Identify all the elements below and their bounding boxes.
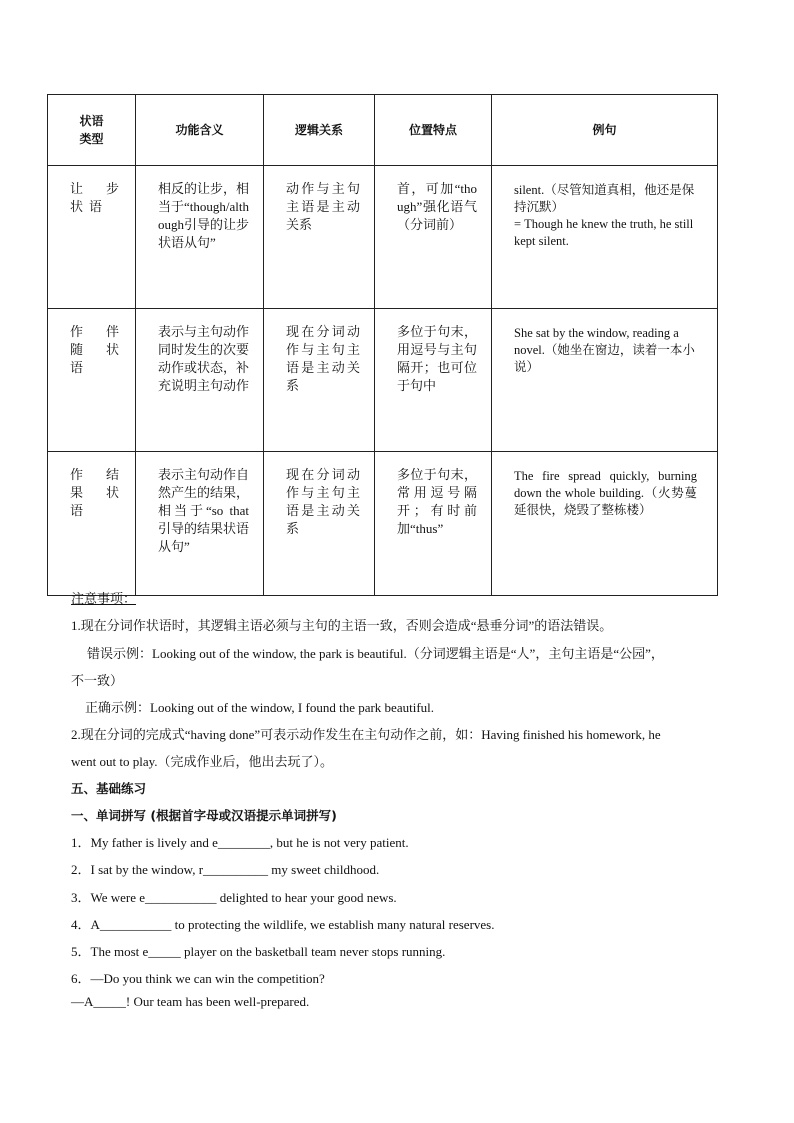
type-cell: 作结果状语 xyxy=(48,452,136,596)
table-row xyxy=(48,452,718,596)
type-cell: 作伴随状语 xyxy=(48,309,136,452)
position-cell: 多位于句末，常用逗号隔开；有时前加“thus” xyxy=(375,452,492,596)
exercise-item: 6．—Do you think we can win the competition? xyxy=(71,971,325,986)
exercise-item: 5．The most e_____ player on the basketball team never stops running. xyxy=(71,944,446,959)
example-cell: silent.（尽管知道真相，他还是保持沉默） = Though he knew the truth, he still kept silent. xyxy=(492,166,718,309)
function-cell: 相反的让步，相当于“though/although引导的让步状语从句” xyxy=(136,166,264,309)
participle-adverbial-table xyxy=(47,94,718,596)
function-cell: 表示与主句动作同时发生的次要动作或状态，补充说明主句动作 xyxy=(136,309,264,452)
exercise-item: 2．I sat by the window, r__________ my sweet childhood. xyxy=(71,862,380,877)
header-example: 例句 xyxy=(492,95,718,166)
function-cell: 表示主句动作自然产生的结果，相当于“so that引导的结果状语从句” xyxy=(136,452,264,596)
header-logic: 逻辑关系 xyxy=(264,95,375,166)
table-row xyxy=(48,166,718,309)
logic-cell: 现在分词动作与主句主语是主动关系 xyxy=(264,452,375,596)
note-item-2-line1: 2.现在分词的完成式“having done”可表示动作发生在主句动作之前，如：Having finished his homework, he xyxy=(71,727,661,742)
example-cell: The fire spread quickly, burning down the whole building.（火势蔓延很快，烧毁了整栋楼） xyxy=(492,452,718,596)
header-position: 位置特点 xyxy=(375,95,492,166)
practice-sub-title: 一、单词拼写 (根据首字母或汉语提示单词拼写) xyxy=(71,808,337,823)
table-header-row xyxy=(48,95,718,166)
exercise-item: 1．My father is lively and e________, but he is not very patient. xyxy=(71,835,409,850)
notes-heading: 注意事项： xyxy=(71,591,137,606)
note-item-2-line2: went out to play.（完成作业后，他出去玩了）。 xyxy=(71,754,334,769)
position-cell: 多位于句末，用逗号与主句隔开；也可位于句中 xyxy=(375,309,492,452)
header-function: 功能含义 xyxy=(136,95,264,166)
table-row xyxy=(48,309,718,452)
note-item-1: 1.现在分词作状语时，其逻辑主语必须与主句的主语一致，否则会造成“悬垂分词”的语法错误。 xyxy=(71,618,613,633)
right-example: 正确示例：Looking out of the window, I found the park beautiful. xyxy=(85,700,435,715)
practice-section-title: 五、基础练习 xyxy=(71,781,147,796)
logic-cell: 现在分词动作与主句主语是主动关系 xyxy=(264,309,375,452)
exercise-item: 4．A___________ to protecting the wildlife, we establish many natural reserves. xyxy=(71,917,495,932)
type-cell: 让步状语 xyxy=(48,166,136,309)
header-type: 状语 类型 xyxy=(48,95,136,166)
wrong-example-line2: 不一致） xyxy=(71,673,124,688)
position-cell: 首，可加“though”强化语气（分词前） xyxy=(375,166,492,309)
logic-cell: 动作与主句主语是主动关系 xyxy=(264,166,375,309)
exercise-item: 3．We were e___________ delighted to hear your good news. xyxy=(71,890,397,905)
exercise-item: —A_____! Our team has been well-prepared. xyxy=(71,994,310,1009)
example-cell: She sat by the window, reading a novel.（她坐在窗边，读着一本小说） xyxy=(492,309,718,452)
wrong-example-line1: 错误示例：Looking out of the window, the park is beautiful.（分词逻辑主语是“人”，主句主语是“公园”， xyxy=(87,646,664,661)
